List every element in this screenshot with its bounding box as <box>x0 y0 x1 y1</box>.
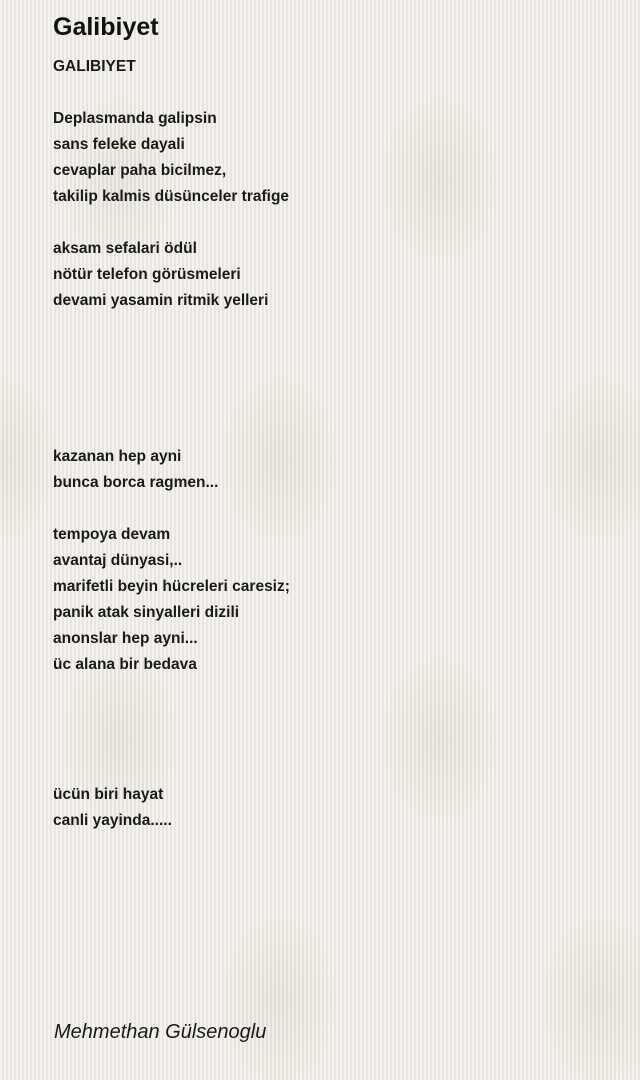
poem-line <box>53 704 613 730</box>
poem-line <box>53 678 613 704</box>
poem-line: devami yasamin ritmik yelleri <box>53 292 269 309</box>
poem-line: anonslar hep ayni... <box>53 630 198 647</box>
poem-line: üc alana bir bedava <box>53 656 197 673</box>
poem-line: GALIBIYET <box>53 58 136 75</box>
poem-line <box>53 496 613 522</box>
poem-line: canli yayinda..... <box>53 812 172 829</box>
poem-line <box>53 340 613 366</box>
poem-line: takilip kalmis düsünceler trafige <box>53 188 290 205</box>
poem-line: nötür telefon görüsmeleri <box>53 266 241 283</box>
poem-line: bunca borca ragmen... <box>53 474 219 491</box>
poem-line <box>53 730 613 756</box>
poem-line: tempoya devam <box>53 526 171 543</box>
poem-line: panik atak sinyalleri dizili <box>53 604 240 621</box>
poem-line: aksam sefalari ödül <box>53 240 197 257</box>
poem-line <box>53 418 613 444</box>
poem-line: ücün biri hayat <box>53 786 164 803</box>
poem-line: avantaj dünyasi,.. <box>53 552 183 569</box>
poem-body <box>53 54 613 834</box>
poem-author: Mehmethan Gülsenoglu <box>54 1021 267 1043</box>
poem-title: Galibiyet <box>53 13 159 41</box>
poem-line <box>53 314 613 340</box>
poem-line <box>53 756 613 782</box>
poem-line: marifetli beyin hücreleri caresiz; <box>53 578 290 595</box>
poem-line <box>53 392 613 418</box>
poem-line <box>53 80 613 106</box>
poem-line: kazanan hep ayni <box>53 448 182 465</box>
poem-line: cevaplar paha bicilmez, <box>53 162 227 179</box>
poem-line: sans feleke dayali <box>53 136 185 153</box>
poem-line: Deplasmanda galipsin <box>53 110 217 127</box>
poem-line <box>53 366 613 392</box>
poem-line <box>53 210 613 236</box>
